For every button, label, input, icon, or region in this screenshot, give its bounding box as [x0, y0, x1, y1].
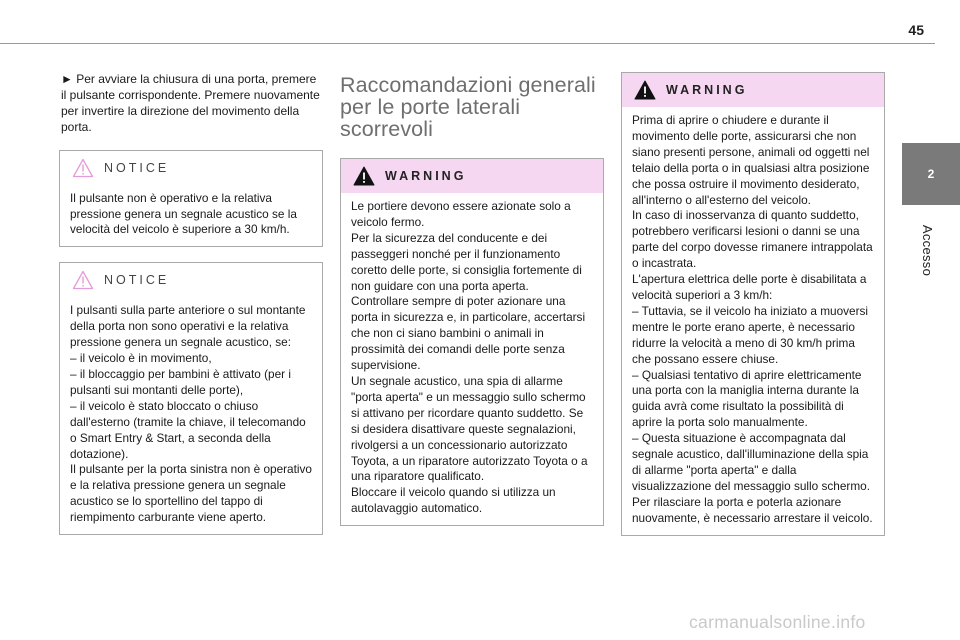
notice-box-1	[59, 150, 323, 248]
notice-label-2: NOTICE	[104, 273, 170, 288]
notice-2-line-2: – il veicolo è in movimento,	[70, 351, 212, 366]
warning-2-line-2: In caso di inosservanza di quanto suddetto, potrebbero verificarsi lesioni o danni se una parte del corpo dovesse rimanere intrappolata o incastrata.	[632, 208, 873, 271]
warning-body-2	[622, 107, 884, 535]
section-title: Raccomandazioni generali per le porte laterali scorrevoli	[340, 73, 596, 141]
watermark: carmanualsonline.info	[689, 612, 866, 632]
warning-body-1	[341, 193, 603, 525]
chapter-label	[908, 210, 948, 290]
notice-box-2	[59, 262, 323, 535]
warning-header-2	[622, 73, 884, 107]
column-1	[59, 72, 323, 550]
notice-2-line-1: I pulsanti sulla parte anteriore o sul montante della porta non sono operativi e la relativa pressione genera un segnale acustico, se:	[70, 303, 306, 350]
warning-2-line-4: – Tuttavia, se il veicolo ha iniziato a muoversi mentre le porte erano aperte, è necessario ridurre la velocità a meno di 30 km/h prima che possano essere chiuse.	[632, 303, 869, 366]
warning-header-1	[341, 159, 603, 193]
column-2	[340, 72, 604, 541]
warning-box-1	[340, 158, 604, 526]
notice-body-1	[60, 185, 322, 247]
intro-paragraph: ► Per avviare la chiusura di una porta, premere il pulsante corrispondente. Premere nuovamente per invertire la direzione del movimento della porta.	[61, 72, 320, 134]
notice-header-1	[60, 151, 322, 185]
warning-1-line-1: Le portiere devono essere azionate solo a veicolo fermo.	[351, 199, 571, 229]
notice-header-2	[60, 263, 322, 297]
warning-triangle-icon	[634, 80, 656, 100]
warning-label-1: WARNING	[385, 169, 467, 183]
warning-1-line-4: Un segnale acustico, una spia di allarme "porta aperta" e un messaggio sullo schermo si attivano per ricordare quanto suddetto. Se si desidera disattivare queste segnalazioni, rivolgersi a un concessionario autorizzato Toyota, a un riparatore autorizzato Toyota o a una riparatore qualificato.	[351, 373, 588, 484]
warning-triangle-icon	[353, 166, 375, 186]
warning-2-line-6: – Questa situazione è accompagnata dal segnale acustico, dall'illuminazione della spia di allarme "porta aperta" e dalla visualizzazione del messaggio sullo schermo. Per rilasciare la porta e poterla azionare nuovamente, è necessario arrestare il veicolo.	[632, 431, 873, 525]
notice-triangle-icon	[72, 270, 94, 290]
top-rule	[0, 43, 935, 44]
warning-2-line-5: – Qualsiasi tentativo di aprire elettricamente una porta con la maniglia interna durante la guida avrà come risultato la possibilità di aprire la porta solo manualmente.	[632, 367, 862, 430]
warning-box-2	[621, 72, 885, 536]
warning-1-line-2: Per la sicurezza del conducente e dei passeggeri nonché per il funzionamento coretto delle porte, si consiglia fortemente di non guidare con una porta aperta.	[351, 230, 582, 293]
notice-label-1: NOTICE	[104, 160, 170, 175]
chapter-number: 2	[927, 167, 935, 181]
warning-1-line-3: Controllare sempre di poter azionare una porta in sicurezza e, in particolare, accertarsi che non ci siano bambini o animali in prossimità dei comandi delle porte senza supervisione.	[351, 294, 586, 373]
notice-body-2	[60, 297, 322, 534]
notice-2-line-3: – il bloccaggio per bambini è attivato (per i pulsanti sui montanti delle porte),	[70, 366, 291, 397]
chapter-tab[interactable]	[902, 143, 960, 205]
warning-2-line-3: L'apertura elettrica delle porte è disabilitata a velocità superiori a 3 km/h:	[632, 272, 867, 302]
notice-2-line-5: Il pulsante per la porta sinistra non è operativo e la relativa pressione genera un segnale acustico se lo sportellino del tappo di riempimento carburante viene aperto.	[70, 462, 312, 525]
chapter-label-text: Accesso	[920, 224, 936, 276]
warning-label-2: WARNING	[666, 83, 748, 97]
notice-1-line-1: Il pulsante non è operativo e la relativa pressione genera un segnale acustico se la velocità del veicolo è superiore a 30 km/h.	[70, 190, 297, 237]
notice-2-line-4: – il veicolo è stato bloccato o chiuso dall'esterno (tramite la chiave, il telecomando o Smart Entry & Start, a seconda della dotazione).	[70, 398, 306, 461]
warning-1-line-5: Bloccare il veicolo quando si utilizza un autolavaggio automatico.	[351, 485, 556, 516]
page-number: 45	[908, 22, 924, 38]
warning-2-line-1: Prima di aprire o chiudere e durante il movimento delle porte, assicurarsi che non siano presenti persone, animali od oggetti nel telaio della porta o in qualsiasi altra posizione che possa ostruire il movimento desiderato, all'interno o all'esterno del veicolo.	[632, 113, 870, 207]
notice-triangle-icon	[72, 158, 94, 178]
column-3	[621, 72, 885, 551]
